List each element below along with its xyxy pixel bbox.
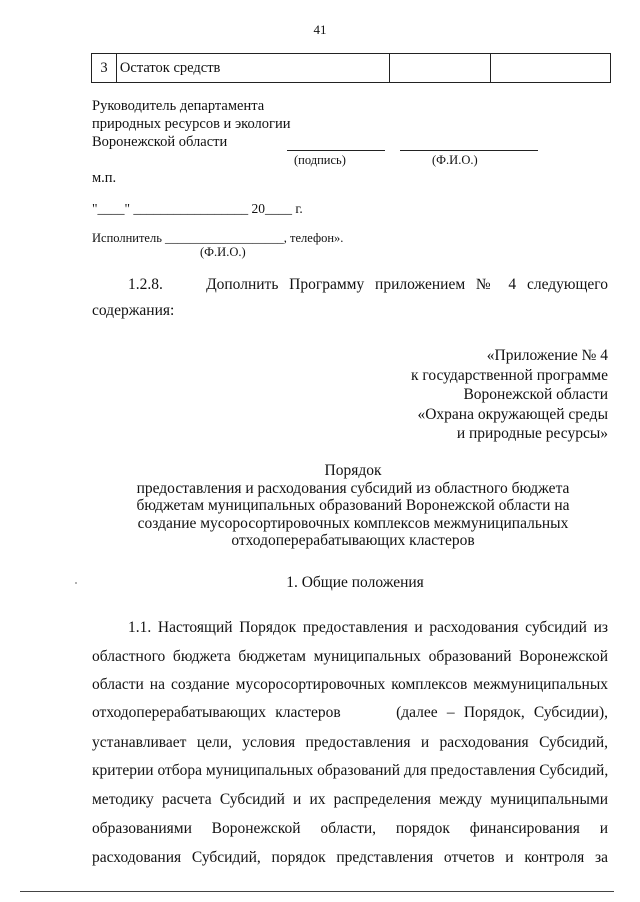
stamp-mark: м.п. bbox=[92, 170, 117, 186]
table-row bbox=[91, 53, 611, 83]
amendment-line bbox=[92, 276, 608, 294]
document-title-heading: Порядок bbox=[324, 462, 382, 479]
appendix-header-line: «Охрана окружающей среды bbox=[417, 405, 608, 423]
amendment-line: содержания: bbox=[92, 302, 175, 319]
appendix-header bbox=[411, 346, 608, 444]
appendix-header-line: и природные ресурсы» bbox=[456, 425, 608, 442]
page-number: 41 bbox=[313, 22, 327, 37]
paragraph-line: 1.1. Настоящий Порядок предоставления и расходования субсидий из bbox=[128, 619, 608, 636]
name-caption: (Ф.И.О.) bbox=[432, 153, 478, 167]
paragraph-line: образованиями Воронежской области, порядок финансирования и bbox=[92, 820, 608, 837]
signature-position-line: Руководитель департамента bbox=[92, 98, 265, 114]
appendix-header-line: «Приложение № 4 bbox=[486, 347, 608, 364]
document-title-line: отходоперерабатывающих кластеров bbox=[231, 532, 475, 549]
scan-speck bbox=[75, 582, 77, 584]
document-title bbox=[95, 462, 611, 550]
date-line: "____" _________________ 20____ г. bbox=[92, 201, 303, 216]
appendix-header-line: Воронежской области bbox=[463, 386, 608, 403]
signature-position-line: Воронежской области bbox=[92, 134, 228, 150]
table-cell-label: Остаток средств bbox=[117, 54, 390, 82]
executor-caption: (Ф.И.О.) bbox=[200, 245, 246, 259]
table-cell-empty bbox=[390, 54, 492, 82]
paragraph-line: критерии отбора муниципальных образований для предоставления Субсидий, bbox=[92, 762, 609, 779]
executor-line: Исполнитель ___________________, телефон». bbox=[92, 231, 344, 245]
paragraph-line: отходоперерабатывающих кластеров (далее – Порядок, Субсидии), bbox=[92, 704, 608, 721]
appendix-header-line: к государственной программе bbox=[410, 366, 608, 384]
amendment-number: 1.2.8. bbox=[128, 276, 163, 293]
document-title-line: предоставления и расходования субсидий из областного бюджета bbox=[136, 479, 570, 497]
page-bottom-rule bbox=[20, 891, 614, 892]
document-title-line: бюджетам муниципальных образований Воронежской области на bbox=[136, 497, 570, 514]
signature-position-line: природных ресурсов и экологии bbox=[92, 116, 291, 132]
paragraph-line: расходования Субсидий, порядок представления отчетов и контроля за bbox=[92, 849, 608, 866]
paragraph-line: области на создание мусоросортировочных комплексов межмуниципальных bbox=[92, 676, 608, 693]
name-line bbox=[400, 150, 538, 151]
table-cell-empty bbox=[491, 54, 610, 82]
paragraph-line: методику расчета Субсидий и их распределения между муниципальными bbox=[92, 791, 608, 808]
paragraph-line: областного бюджета бюджетам муниципальных образований Воронежской bbox=[92, 648, 608, 665]
table-cell-number: 3 bbox=[92, 54, 117, 82]
section-heading: 1. Общие положения bbox=[286, 574, 424, 591]
signature-caption: (подпись) bbox=[294, 153, 346, 167]
amendment-text: Дополнить Программу приложением № 4 следующего bbox=[206, 276, 609, 293]
signature-line bbox=[287, 150, 385, 151]
document-title-line: создание мусоросортировочных комплексов межмуниципальных bbox=[137, 514, 569, 532]
paragraph-line: устанавливает цели, условия предоставления и расходования Субсидий, bbox=[92, 734, 608, 751]
